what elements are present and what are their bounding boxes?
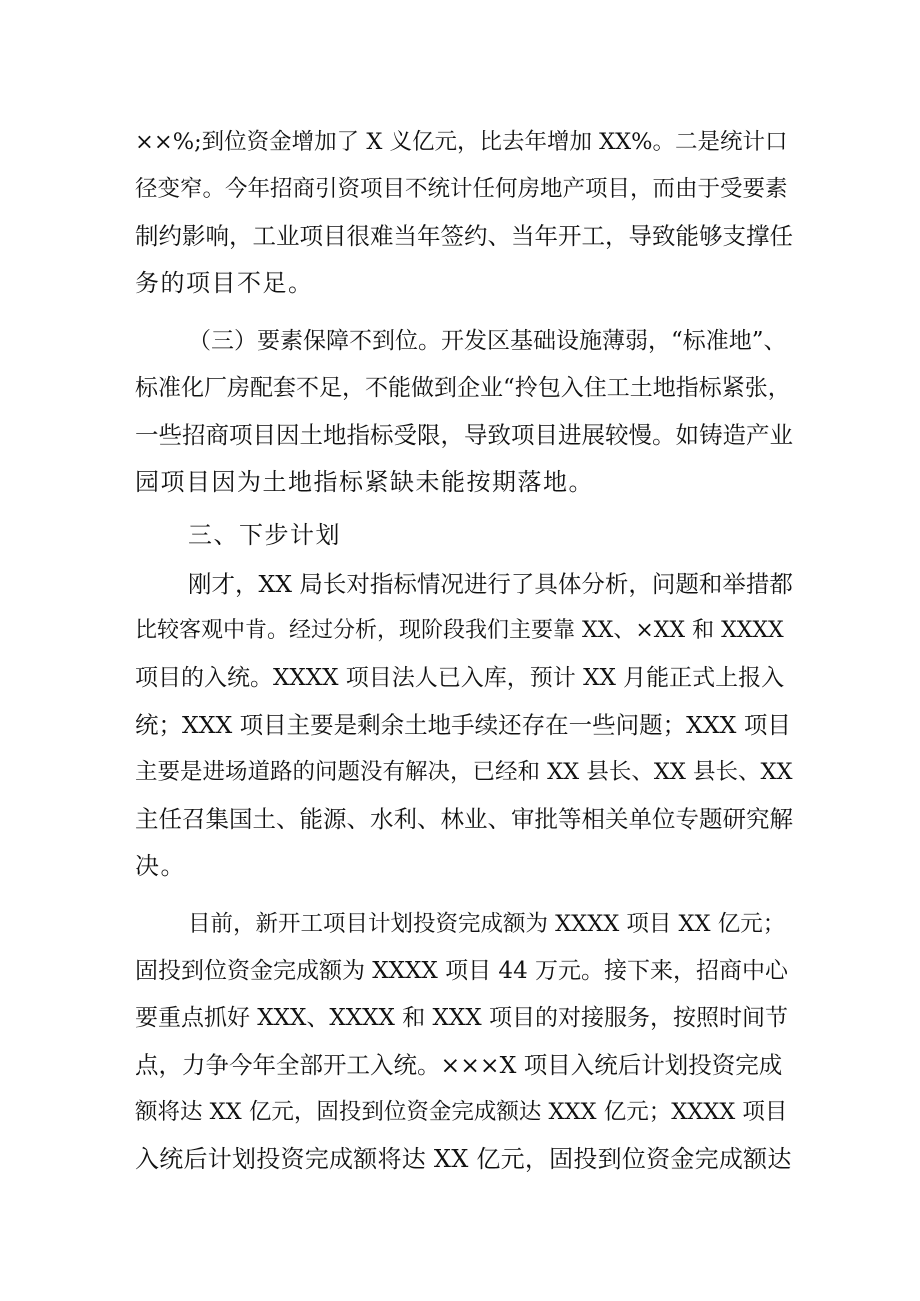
text-line: （三）要素保障不到位。开发区基础设施薄弱，“标准地”、 bbox=[188, 328, 787, 354]
text-line: 务的项目不足。 bbox=[135, 269, 314, 297]
section-heading: 三、下步计划 bbox=[188, 521, 341, 549]
text-line: ××%;到位资金增加了 X 义亿元，比去年增加 XX%。二是统计口 bbox=[135, 129, 788, 155]
text-line: 点，力争今年全部开工入统。×××X 项目入统后计划投资完成 bbox=[135, 1051, 783, 1079]
text-line: 固投到位资金完成额为 XXXX 项目 44 万元。接下来，招商中心 bbox=[135, 958, 789, 984]
text-line: 径变窄。今年招商引资项目不统计任何房地产项目，而由于受要素 bbox=[135, 176, 788, 202]
text-line: 制约影响，工业项目很难当年签约、当年开工，导致能够支撑任 bbox=[135, 222, 793, 250]
text-line: 一些招商项目因土地指标受限，导致项目进展较慢。如铸造产业 bbox=[135, 421, 793, 449]
text-line: 项目的入统。XXXX 项目法人已入库，预计 XX 月能正式上报入 bbox=[135, 665, 785, 691]
text-line: 比较客观中肯。经过分析，现阶段我们主要靠 XX、×XX 和 XXXX bbox=[135, 618, 784, 643]
text-line: 统；XXX 项目主要是剩余土地手续还存在一些问题；XXX 项目 bbox=[135, 711, 791, 739]
text-line: 目前，新开工项目计划投资完成额为 XXXX 项目 XX 亿元； bbox=[188, 911, 786, 937]
text-line: 主要是进场道路的问题没有解决，已经和 XX 县长、XX 县长、XX bbox=[135, 759, 793, 785]
text-line: 标准化厂房配套不足，不能做到企业“拎包入住工土地指标紧张， bbox=[135, 375, 791, 401]
text-line: 额将达 XX 亿元，固投到位资金完成额达 XXX 亿元；XXXX 项目 bbox=[135, 1099, 788, 1125]
text-line: 要重点抓好 XXX、XXXX 和 XXX 项目的对接服务，按照时间节 bbox=[135, 1005, 788, 1031]
text-line: 刚才，XX 局长对指标情况进行了具体分析，问题和举措都 bbox=[188, 570, 793, 598]
text-line: 入统后计划投资完成额将达 XX 亿元，固投到位资金完成额达 bbox=[135, 1145, 792, 1173]
text-line: 决。 bbox=[135, 852, 186, 880]
text-line: 园项目因为土地指标紧缺未能按期落地。 bbox=[135, 468, 594, 496]
text-line: 主任召集国土、能源、水利、林业、审批等相关单位专题研究解 bbox=[135, 805, 793, 833]
